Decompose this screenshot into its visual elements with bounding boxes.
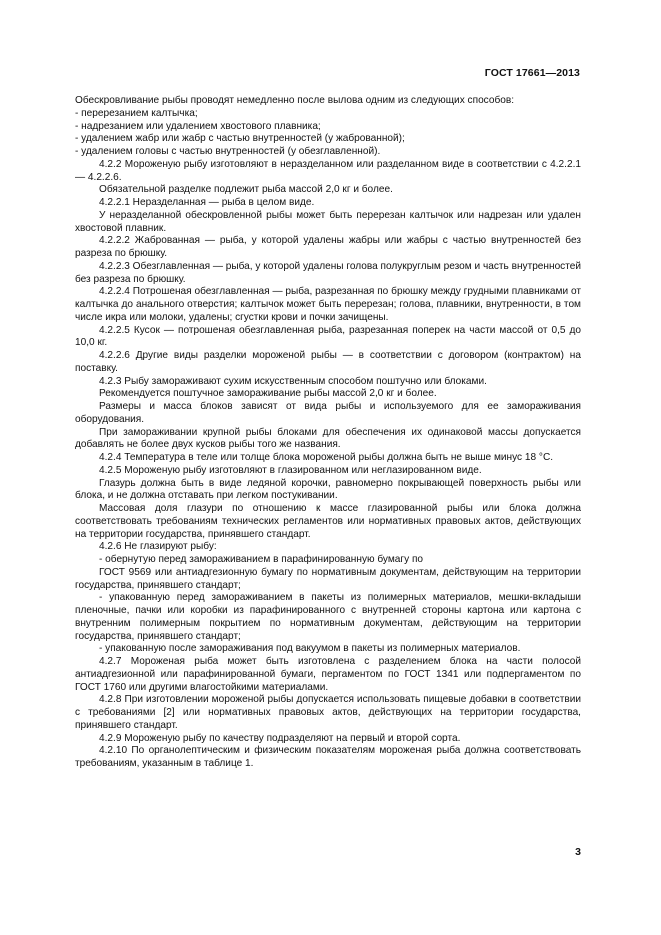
paragraph: 4.2.10 По органолептическим и физическим показателям мороженая рыба должна соответствовать требованиям, указанным в таблице 1. [75, 745, 581, 769]
paragraph: Массовая доля глазури по отношению к массе глазированной рыбы или блока должна соответствовать требованиям технических регламентов или нормативных правовых актов, действующих на территории государства, принявшего стандарт. [75, 503, 581, 540]
paragraph: Обязательной разделке подлежит рыба массой 2,0 кг и более. [99, 184, 393, 196]
paragraph: 4.2.5 Мороженую рыбу изготовляют в глазированном или неглазированном виде. [99, 464, 482, 476]
paragraph: - упакованную перед замораживанием в пакеты из полимерных материалов, мешки-вкладыши пленочные, пачки или коробки из парафинированного с внутренней стороны картона или картона с внутренним полимерным покрытием по нормативным документам, действующим на территории государства, принявшего стандарт; [75, 592, 581, 642]
paragraph: 4.2.2.3 Обезглавленная — рыба, у которой удалены голова полукруглым резом и часть внутренностей без разреза по брюшку. [75, 260, 581, 285]
paragraph: У неразделанной обескровленной рыбы может быть перерезан калтычок или надрезан или удален хвостовой плавник. [75, 209, 581, 234]
paragraph: - надрезанием или удалением хвостового плавника; [75, 120, 321, 132]
paragraph: 4.2.2.5 Кусок — потрошеная обезглавленная рыба, разрезанная поперек на части массой от 0,5 до 10,0 кг. [75, 324, 581, 349]
paragraph: 4.2.2.6 Другие виды разделки мороженой рыбы — в соответствии с договором (контрактом) на поставку. [75, 350, 581, 374]
paragraph: Размеры и масса блоков зависят от вида рыбы и используемого для ее замораживания оборудования. [75, 401, 581, 425]
document-header: ГОСТ 17661—2013 [484, 67, 580, 79]
paragraph: Обескровливание рыбы проводят немедленно после вылова одним из следующих способов: [75, 95, 515, 106]
paragraph: 4.2.2.4 Потрошеная обезглавленная — рыба, разрезанная по брюшку между грудными плавниками от калтычка до анального отверстия; калтычок может быть перерезан; голова, плавники, внутренности, в том числе икра или молоки, удалены; сгустки крови и почки зачищены. [75, 286, 581, 323]
paragraph: 4.2.4 Температура в теле или толще блока мороженой рыбы должна быть не выше минус 18 °С. [99, 452, 554, 463]
paragraph: 4.2.2 Мороженую рыбу изготовляют в неразделанном или разделанном виде в соответствии с 4.2.2.1 — 4.2.2.6. [75, 158, 581, 183]
paragraph: ГОСТ 9569 или антиадгезионную бумагу по нормативным документам, действующим на территории государства, принявшего стандарт; [75, 566, 581, 591]
page-number: 3 [575, 846, 581, 858]
paragraph: 4.2.3 Рыбу замораживают сухим искусственным способом поштучно или блоками. [99, 375, 487, 387]
paragraph: - удалением головы с частью внутренностей (у обезглавленной). [75, 146, 381, 157]
paragraph: 4.2.2.2 Жаброванная — рыба, у которой удалены жабры или жабры с частью внутренностей без разреза по брюшку. [75, 235, 581, 259]
paragraph: - удалением жабр или жабр с частью внутренностей (у жаброванной); [75, 133, 405, 145]
paragraph: 4.2.9 Мороженую рыбу по качеству подразделяют на первый и второй сорта. [99, 732, 461, 744]
paragraph: 4.2.7 Мороженая рыба может быть изготовлена с разделением блока на части полосой антиадгезионной или парафинированной бумаги, пергаментом по ГОСТ 1341 или подпергаментом по ГОСТ 1760 или другими влагостойкими материалами. [75, 656, 581, 693]
document-body [75, 95, 581, 771]
paragraph: 4.2.6 Не глазируют рыбу: [99, 541, 217, 553]
paragraph: Глазурь должна быть в виде ледяной корочки, равномерно покрывающей поверхность рыбы или блока, и не должна отставать при легком постукивании. [75, 477, 581, 502]
paragraph: - обернутую перед замораживанием в парафинированную бумагу по [99, 554, 424, 565]
paragraph: - перерезанием калтычка; [75, 107, 198, 119]
paragraph: 4.2.8 При изготовлении мороженой рыбы допускается использовать пищевые добавки в соответствии с требованиями [2] или нормативных правовых актов, действующих на территории государства, принявшего стандарт. [75, 694, 581, 731]
paragraph: 4.2.2.1 Неразделанная — рыба в целом виде. [99, 197, 315, 208]
paragraph: При замораживании крупной рыбы блоками для обеспечения их одинаковой массы допускается добавлять не более двух кусков рыбы того же названия. [75, 426, 581, 451]
paragraph: - упакованную после замораживания под вакуумом в пакеты из полимерных материалов. [99, 643, 521, 655]
paragraph: Рекомендуется поштучное замораживание рыбы массой 2,0 кг и более. [99, 388, 437, 400]
